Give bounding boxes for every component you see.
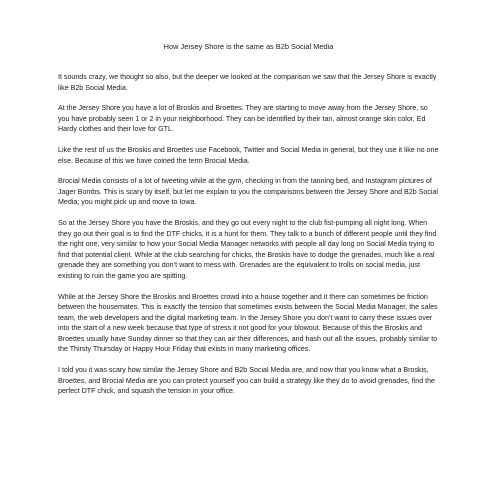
document-title: How Jersey Shore is the same as B2b Social Media (163, 42, 334, 51)
paragraph-intro: It sounds crazy, we thought so also, but the deeper we looked at the comparison we saw that the Jersey Shore is exactly like B2b Social Media. (58, 73, 437, 92)
paragraph-brocial-media-term: Like the rest of us the Broskis and Broettes use Facebook, Twitter and Social Media in general, but they use it like no one else. Because of this we have coined the term Brocial Media. (58, 145, 439, 165)
paragraph-club-networking: So at the Jersey Shore you have the Broskis, and they go out every night to the club fist-pumping all night long. When they go out their goal is to find the DTF chicks, it is a hunt for them. They talk to a bunch of different people until they find the right one, very similar to how your Social Media Manager networks with people all day long on Social Media trying to find that potential client. While at the club searching for chicks, the Broskis have to dodge the grenades, much like a real grenade they are something you don’t want to mess with. Grenades are the equivalent to trolls on social media, just existing to ruin the game you are spitting. (58, 218, 437, 280)
paragraph-house-tension: While at the Jersey Shore the Broskis and Broettes crowd into a house together and it there can sometimes be friction between the housemates. This is exactly the tension that sometimes exists between the Social Media Manager, the sales team, the web developers and the digital marketing team. In the Jersey Shore you don’t want to carry these issues over into the start of a new week because that type of stress it not good for your blowout. Because of this the Broskis and Broettes usually have Sunday dinner so that they can air their differences, and hash out all the issues, probably similar to the Thirsty Thursday or Happy Hour Friday that exists in many marketing offices. (58, 292, 438, 354)
paragraph-conclusion: I told you it was scary how similar the Jersey Shore and B2b Social Media are, and now that you know what a Broskis, Broettes, and Brocial Media are you can protect yourself you can build a strategy like they do to avoid grenades, find the perfect DTF chick, and squash the tension in your office. (58, 366, 435, 396)
paragraph-brocial-media-definition: Brocial Media consists of a lot of tweeting while at the gym, checking in from the tanning bed, and Instagram pictures of Jager Bombs. This is scary by itself, but let me explain to you the comparisons between the Jersey Shore and B2b Social Media; you might pick up and move to Iowa. (58, 177, 438, 207)
paragraph-broskis-broettes: At the Jersey Shore you have a lot of Broskis and Broettes. They are starting to move away from the Jersey Shore, so you have probably seen 1 or 2 in your neighborhood. They can be identified by their tan, almost orange skin color, Ed Hardy clothes and their love for GTL. (58, 104, 428, 134)
